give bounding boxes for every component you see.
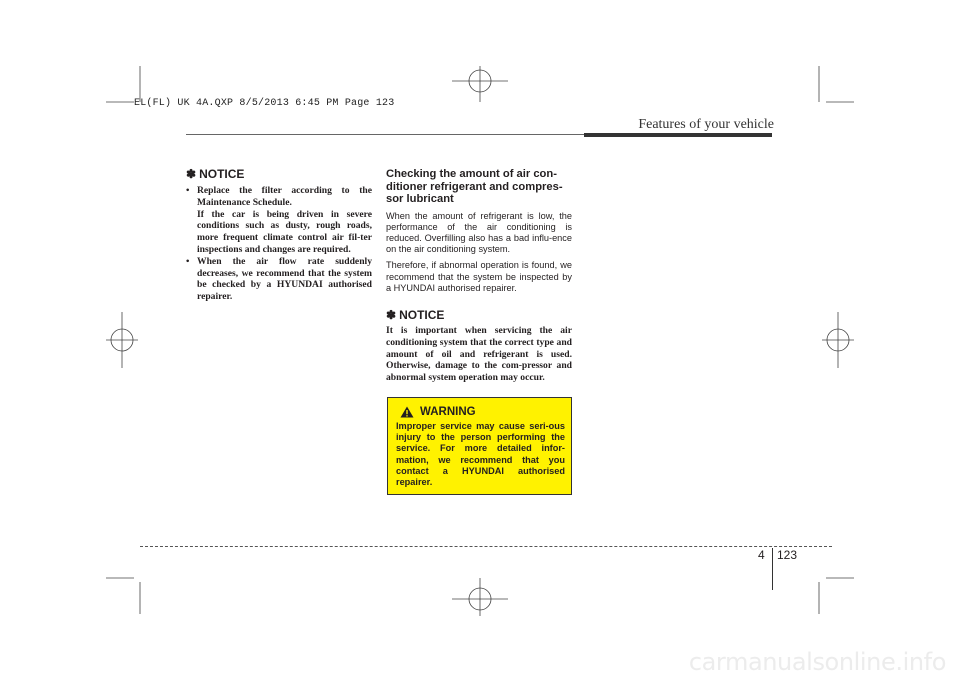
page-number: 123 — [777, 548, 798, 562]
header-rule-accent — [584, 133, 772, 137]
notice-title: NOTICE — [399, 307, 445, 322]
bullet-continuation: If the car is being driven in severe conditions such as dusty, rough roads, more frequent climate control air fil-ter inspections and changes are required. — [197, 208, 372, 255]
registration-target-right — [822, 312, 854, 368]
warning-body: Improper service may cause seri-ous injury to the person performing the service. For more detailed infor-mation, we recommend that you contact a HYUNDAI authorised repairer. — [396, 421, 565, 488]
notice-heading-right — [386, 308, 572, 322]
bullet-marker: • — [186, 185, 190, 196]
left-column — [186, 167, 372, 303]
right-column — [386, 168, 572, 384]
registration-target-left — [106, 312, 138, 368]
running-title: Features of your vehicle — [638, 117, 774, 132]
page-number-divider — [772, 548, 773, 590]
registration-target-top — [452, 66, 508, 102]
bullet-text: Replace the filter according to the Maintenance Schedule. — [197, 185, 372, 208]
site-watermark: carmanualsonline.info — [688, 648, 946, 676]
list-item — [186, 185, 372, 256]
warning-title: WARNING — [420, 406, 476, 418]
bullet-text: When the air flow rate suddenly decreases, we recommend that the system be checked by a HYUNDAI authorised repairer. — [197, 255, 372, 303]
bullet-marker: • — [186, 255, 190, 267]
notice-asterisk-icon: ✽ — [386, 307, 397, 322]
warning-box — [387, 397, 572, 495]
registration-target-bottom — [452, 578, 508, 616]
notice-heading-left — [186, 167, 372, 181]
chapter-number: 4 — [758, 548, 765, 562]
notice-title: NOTICE — [199, 167, 245, 181]
paragraph: When the amount of refrigerant is low, the performance of the air conditioning is reduced. Overfilling also has a bad influ-ence on the air conditioning system. — [386, 210, 572, 255]
list-item — [186, 256, 372, 303]
footer-dotted-rule — [140, 546, 832, 547]
section-heading: Checking the amount of air con-ditioner refrigerant and compres-sor lubricant — [386, 168, 563, 205]
notice-body: It is important when servicing the air conditioning system that the correct type and amount of oil and refrigerant is used. Otherwise, damage to the com-pressor and abnormal system operation may occur. — [386, 324, 572, 384]
notice-asterisk-icon: ✽ — [186, 167, 197, 181]
warning-triangle-icon — [400, 406, 414, 418]
print-slug: EL(FL) UK 4A.QXP 8/5/2013 6:45 PM Page 123 — [134, 98, 395, 109]
paragraph: Therefore, if abnormal operation is found, we recommend that the system be inspected by a HYUNDAI authorised repairer. — [386, 260, 572, 293]
warning-heading — [400, 406, 565, 418]
notice-block-right — [386, 308, 572, 384]
notice-bullet-list — [186, 185, 372, 303]
